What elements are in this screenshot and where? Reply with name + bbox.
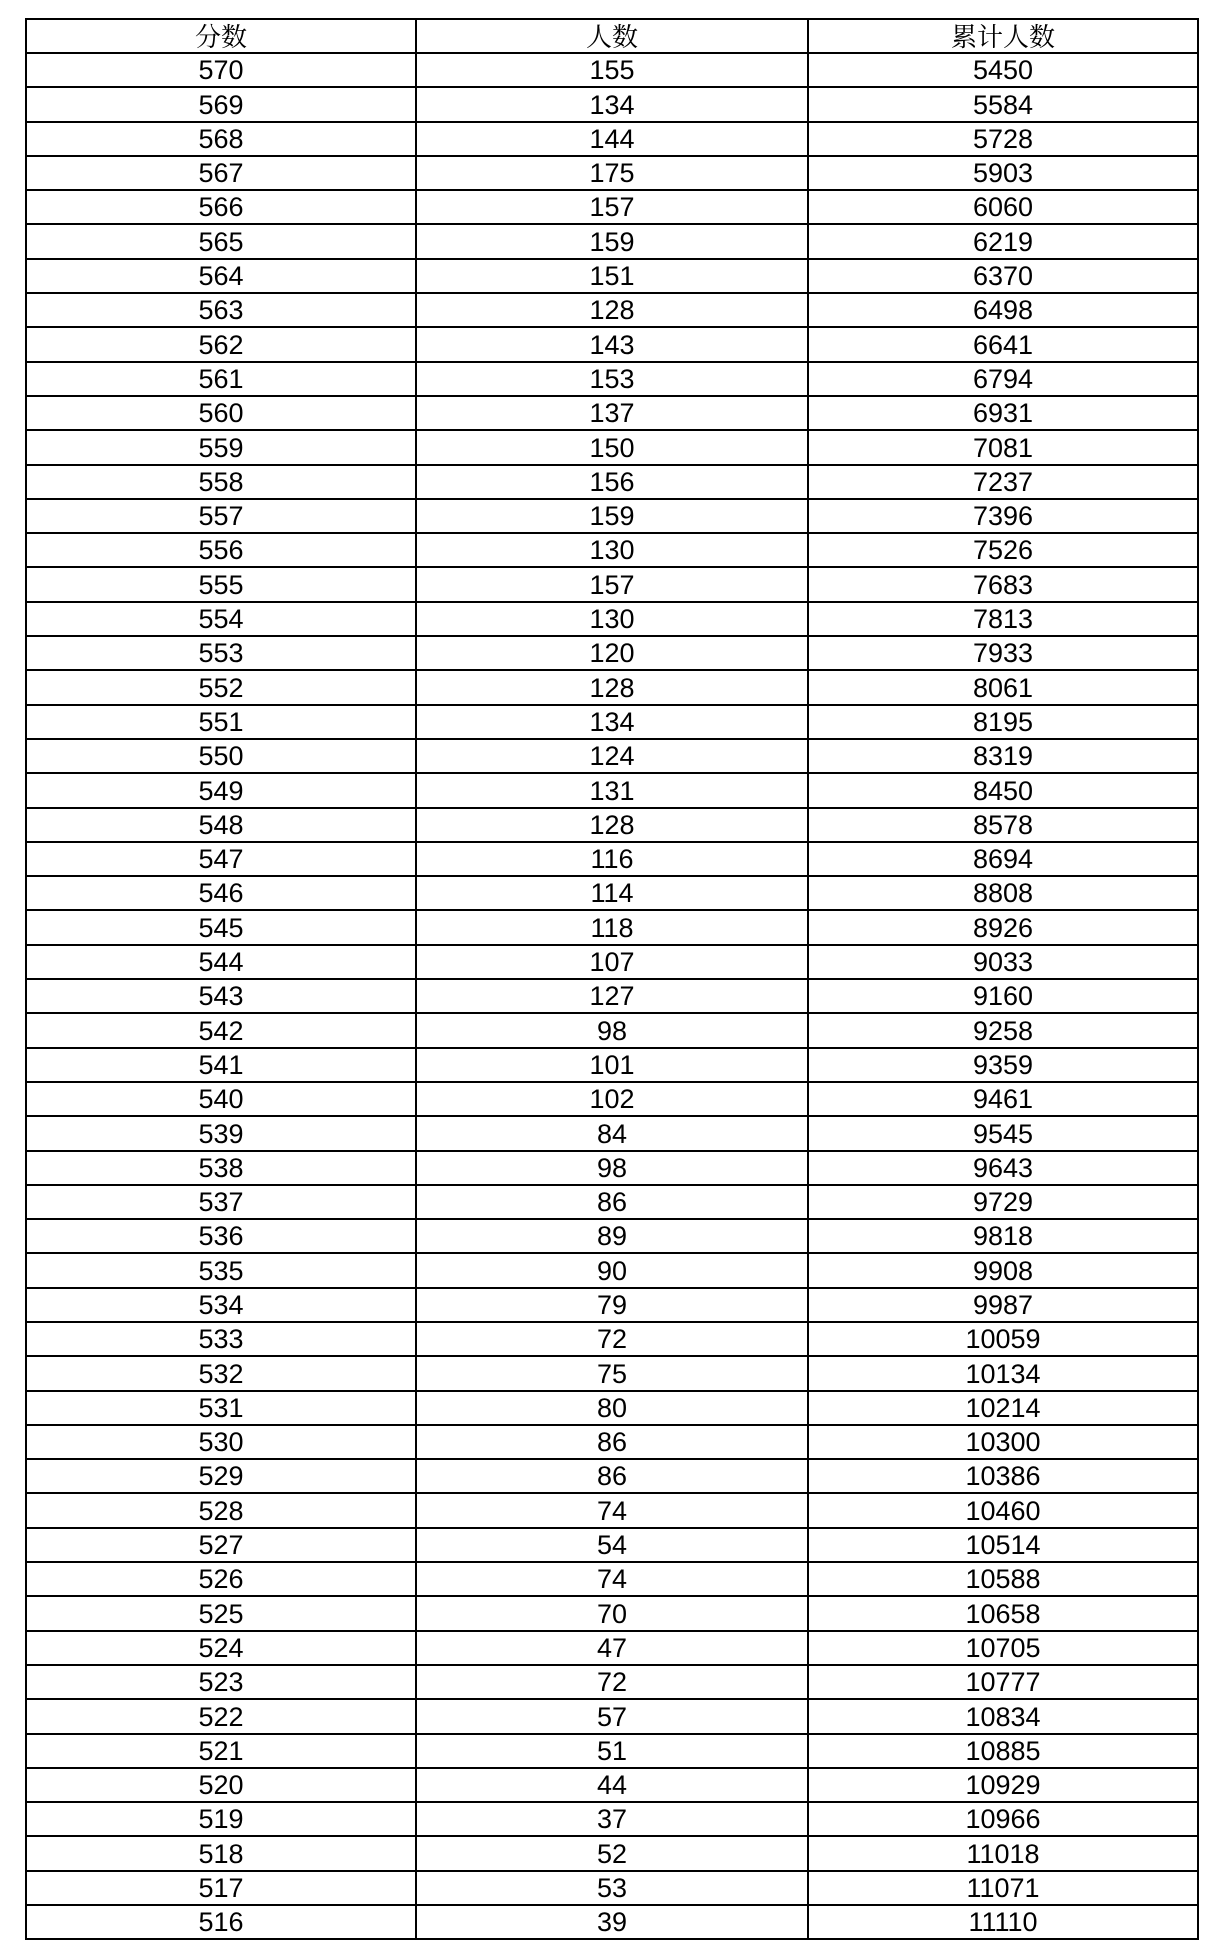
cell-score: 550 (26, 739, 416, 773)
cell-score: 549 (26, 773, 416, 807)
cell-cumulative-count: 8694 (808, 842, 1198, 876)
table-row (26, 1836, 1198, 1870)
cell-cumulative-count: 6219 (808, 224, 1198, 258)
table-row (26, 1871, 1198, 1905)
cell-cumulative-count: 10386 (808, 1459, 1198, 1493)
cell-count: 124 (416, 739, 808, 773)
cell-count: 57 (416, 1699, 808, 1733)
cell-cumulative-count: 8450 (808, 773, 1198, 807)
cell-score: 554 (26, 602, 416, 636)
cell-count: 84 (416, 1116, 808, 1150)
cell-cumulative-count: 7081 (808, 430, 1198, 464)
table-row (26, 1768, 1198, 1802)
table-row (26, 739, 1198, 773)
table-row (26, 1185, 1198, 1219)
cell-cumulative-count: 10929 (808, 1768, 1198, 1802)
cell-cumulative-count: 6370 (808, 259, 1198, 293)
table-row (26, 1356, 1198, 1390)
cell-cumulative-count: 7933 (808, 636, 1198, 670)
cell-cumulative-count: 6498 (808, 293, 1198, 327)
cell-score: 528 (26, 1493, 416, 1527)
cell-score: 545 (26, 910, 416, 944)
cell-count: 144 (416, 122, 808, 156)
cell-cumulative-count: 10966 (808, 1802, 1198, 1836)
cell-cumulative-count: 8061 (808, 670, 1198, 704)
cell-score: 540 (26, 1082, 416, 1116)
cell-score: 542 (26, 1013, 416, 1047)
cell-cumulative-count: 10834 (808, 1699, 1198, 1733)
cell-count: 72 (416, 1322, 808, 1356)
cell-score: 567 (26, 156, 416, 190)
cell-cumulative-count: 10658 (808, 1596, 1198, 1630)
cell-score: 552 (26, 670, 416, 704)
cell-cumulative-count: 9160 (808, 979, 1198, 1013)
table-row (26, 773, 1198, 807)
table-row (26, 1665, 1198, 1699)
cell-score: 523 (26, 1665, 416, 1699)
cell-score: 529 (26, 1459, 416, 1493)
cell-score: 533 (26, 1322, 416, 1356)
table-row (26, 533, 1198, 567)
cell-cumulative-count: 10300 (808, 1425, 1198, 1459)
cell-cumulative-count: 8926 (808, 910, 1198, 944)
cell-count: 131 (416, 773, 808, 807)
cell-score: 565 (26, 224, 416, 258)
cell-cumulative-count: 10059 (808, 1322, 1198, 1356)
table-row (26, 876, 1198, 910)
cell-score: 556 (26, 533, 416, 567)
table-row (26, 293, 1198, 327)
cell-count: 156 (416, 465, 808, 499)
table-row (26, 1734, 1198, 1768)
cell-count: 90 (416, 1253, 808, 1287)
cell-cumulative-count: 7237 (808, 465, 1198, 499)
cell-count: 155 (416, 53, 808, 87)
table-row (26, 259, 1198, 293)
cell-cumulative-count: 9818 (808, 1219, 1198, 1253)
cell-cumulative-count: 9359 (808, 1048, 1198, 1082)
cell-score: 560 (26, 396, 416, 430)
table-row (26, 979, 1198, 1013)
table-row (26, 1493, 1198, 1527)
cell-cumulative-count: 10885 (808, 1734, 1198, 1768)
cell-count: 47 (416, 1631, 808, 1665)
cell-count: 102 (416, 1082, 808, 1116)
table-row (26, 430, 1198, 464)
table-row (26, 910, 1198, 944)
cell-score: 546 (26, 876, 416, 910)
cell-score: 566 (26, 190, 416, 224)
cell-score: 527 (26, 1528, 416, 1562)
header-score: 分数 (26, 19, 416, 53)
cell-count: 134 (416, 87, 808, 121)
table-row (26, 224, 1198, 258)
table-row (26, 1253, 1198, 1287)
cell-cumulative-count: 8578 (808, 808, 1198, 842)
cell-count: 120 (416, 636, 808, 670)
cell-count: 143 (416, 327, 808, 361)
table-header (26, 19, 1198, 53)
cell-score: 570 (26, 53, 416, 87)
cell-count: 44 (416, 1768, 808, 1802)
table-row (26, 1322, 1198, 1356)
header-count: 人数 (416, 19, 808, 53)
cell-score: 522 (26, 1699, 416, 1733)
cell-score: 537 (26, 1185, 416, 1219)
cell-score: 520 (26, 1768, 416, 1802)
cell-count: 54 (416, 1528, 808, 1562)
cell-cumulative-count: 11071 (808, 1871, 1198, 1905)
cell-score: 557 (26, 499, 416, 533)
table-row (26, 1699, 1198, 1733)
cell-count: 53 (416, 1871, 808, 1905)
cell-count: 52 (416, 1836, 808, 1870)
cell-score: 516 (26, 1905, 416, 1939)
cell-count: 98 (416, 1151, 808, 1185)
cell-count: 134 (416, 705, 808, 739)
cell-count: 151 (416, 259, 808, 293)
cell-count: 157 (416, 567, 808, 601)
cell-cumulative-count: 6794 (808, 362, 1198, 396)
cell-count: 175 (416, 156, 808, 190)
cell-score: 541 (26, 1048, 416, 1082)
table-row (26, 1391, 1198, 1425)
cell-cumulative-count: 10514 (808, 1528, 1198, 1562)
table-row (26, 1151, 1198, 1185)
cell-count: 116 (416, 842, 808, 876)
cell-count: 159 (416, 224, 808, 258)
cell-count: 86 (416, 1185, 808, 1219)
cell-score: 518 (26, 1836, 416, 1870)
cell-score: 568 (26, 122, 416, 156)
table-row (26, 122, 1198, 156)
table-row (26, 1596, 1198, 1630)
cell-score: 558 (26, 465, 416, 499)
cell-cumulative-count: 6641 (808, 327, 1198, 361)
cell-cumulative-count: 9908 (808, 1253, 1198, 1287)
cell-count: 118 (416, 910, 808, 944)
cell-score: 561 (26, 362, 416, 396)
table-row (26, 327, 1198, 361)
cell-score: 569 (26, 87, 416, 121)
cell-count: 107 (416, 945, 808, 979)
score-distribution-table (25, 18, 1199, 1940)
table-row (26, 499, 1198, 533)
cell-cumulative-count: 5584 (808, 87, 1198, 121)
cell-score: 564 (26, 259, 416, 293)
cell-count: 150 (416, 430, 808, 464)
cell-cumulative-count: 10214 (808, 1391, 1198, 1425)
cell-score: 519 (26, 1802, 416, 1836)
cell-cumulative-count: 8319 (808, 739, 1198, 773)
table-row (26, 1288, 1198, 1322)
cell-cumulative-count: 5450 (808, 53, 1198, 87)
cell-count: 130 (416, 533, 808, 567)
cell-cumulative-count: 10705 (808, 1631, 1198, 1665)
table-row (26, 1562, 1198, 1596)
table-row (26, 1528, 1198, 1562)
cell-cumulative-count: 7396 (808, 499, 1198, 533)
table-row (26, 190, 1198, 224)
cell-cumulative-count: 11018 (808, 1836, 1198, 1870)
table-row (26, 362, 1198, 396)
cell-score: 525 (26, 1596, 416, 1630)
cell-cumulative-count: 10588 (808, 1562, 1198, 1596)
cell-count: 75 (416, 1356, 808, 1390)
table-row (26, 842, 1198, 876)
cell-count: 86 (416, 1459, 808, 1493)
table-row (26, 53, 1198, 87)
cell-count: 130 (416, 602, 808, 636)
table-body (26, 53, 1198, 1939)
cell-count: 128 (416, 808, 808, 842)
table-row (26, 1631, 1198, 1665)
cell-score: 536 (26, 1219, 416, 1253)
cell-cumulative-count: 6060 (808, 190, 1198, 224)
cell-count: 72 (416, 1665, 808, 1699)
cell-score: 535 (26, 1253, 416, 1287)
cell-count: 114 (416, 876, 808, 910)
cell-cumulative-count: 11110 (808, 1905, 1198, 1939)
cell-score: 538 (26, 1151, 416, 1185)
cell-cumulative-count: 7813 (808, 602, 1198, 636)
table-row (26, 1116, 1198, 1150)
cell-count: 137 (416, 396, 808, 430)
table-row (26, 156, 1198, 190)
cell-count: 127 (416, 979, 808, 1013)
table-row (26, 602, 1198, 636)
table-row (26, 87, 1198, 121)
cell-count: 89 (416, 1219, 808, 1253)
cell-score: 547 (26, 842, 416, 876)
cell-count: 159 (416, 499, 808, 533)
cell-count: 74 (416, 1562, 808, 1596)
cell-count: 128 (416, 293, 808, 327)
cell-cumulative-count: 10460 (808, 1493, 1198, 1527)
cell-cumulative-count: 5728 (808, 122, 1198, 156)
cell-score: 531 (26, 1391, 416, 1425)
cell-count: 51 (416, 1734, 808, 1768)
cell-cumulative-count: 9033 (808, 945, 1198, 979)
cell-count: 101 (416, 1048, 808, 1082)
cell-score: 563 (26, 293, 416, 327)
cell-count: 39 (416, 1905, 808, 1939)
table-row (26, 705, 1198, 739)
cell-cumulative-count: 10134 (808, 1356, 1198, 1390)
table-row (26, 1802, 1198, 1836)
table-row (26, 636, 1198, 670)
cell-score: 544 (26, 945, 416, 979)
header-row (26, 19, 1198, 53)
cell-count: 80 (416, 1391, 808, 1425)
cell-cumulative-count: 8808 (808, 876, 1198, 910)
cell-score: 517 (26, 1871, 416, 1905)
cell-count: 74 (416, 1493, 808, 1527)
cell-cumulative-count: 5903 (808, 156, 1198, 190)
cell-cumulative-count: 8195 (808, 705, 1198, 739)
cell-count: 37 (416, 1802, 808, 1836)
cell-score: 553 (26, 636, 416, 670)
cell-cumulative-count: 6931 (808, 396, 1198, 430)
cell-score: 559 (26, 430, 416, 464)
table-row (26, 567, 1198, 601)
header-cumulative-count: 累计人数 (808, 19, 1198, 53)
cell-cumulative-count: 9545 (808, 1116, 1198, 1150)
cell-score: 534 (26, 1288, 416, 1322)
table-row (26, 465, 1198, 499)
cell-score: 548 (26, 808, 416, 842)
cell-count: 128 (416, 670, 808, 704)
cell-score: 539 (26, 1116, 416, 1150)
table-row (26, 670, 1198, 704)
cell-score: 526 (26, 1562, 416, 1596)
cell-count: 86 (416, 1425, 808, 1459)
cell-score: 562 (26, 327, 416, 361)
cell-cumulative-count: 7683 (808, 567, 1198, 601)
cell-score: 532 (26, 1356, 416, 1390)
table-row (26, 945, 1198, 979)
cell-score: 551 (26, 705, 416, 739)
table-row (26, 1219, 1198, 1253)
table-row (26, 1425, 1198, 1459)
table-row (26, 808, 1198, 842)
cell-cumulative-count: 9461 (808, 1082, 1198, 1116)
cell-cumulative-count: 9987 (808, 1288, 1198, 1322)
cell-count: 70 (416, 1596, 808, 1630)
table-row (26, 1459, 1198, 1493)
table-row (26, 1905, 1198, 1939)
cell-score: 555 (26, 567, 416, 601)
cell-score: 530 (26, 1425, 416, 1459)
cell-cumulative-count: 10777 (808, 1665, 1198, 1699)
cell-score: 543 (26, 979, 416, 1013)
cell-score: 524 (26, 1631, 416, 1665)
cell-count: 98 (416, 1013, 808, 1047)
cell-score: 521 (26, 1734, 416, 1768)
table-row (26, 1082, 1198, 1116)
cell-count: 79 (416, 1288, 808, 1322)
cell-count: 153 (416, 362, 808, 396)
cell-cumulative-count: 9643 (808, 1151, 1198, 1185)
table-row (26, 396, 1198, 430)
table-row (26, 1048, 1198, 1082)
cell-count: 157 (416, 190, 808, 224)
table-row (26, 1013, 1198, 1047)
cell-cumulative-count: 9729 (808, 1185, 1198, 1219)
cell-cumulative-count: 7526 (808, 533, 1198, 567)
cell-cumulative-count: 9258 (808, 1013, 1198, 1047)
